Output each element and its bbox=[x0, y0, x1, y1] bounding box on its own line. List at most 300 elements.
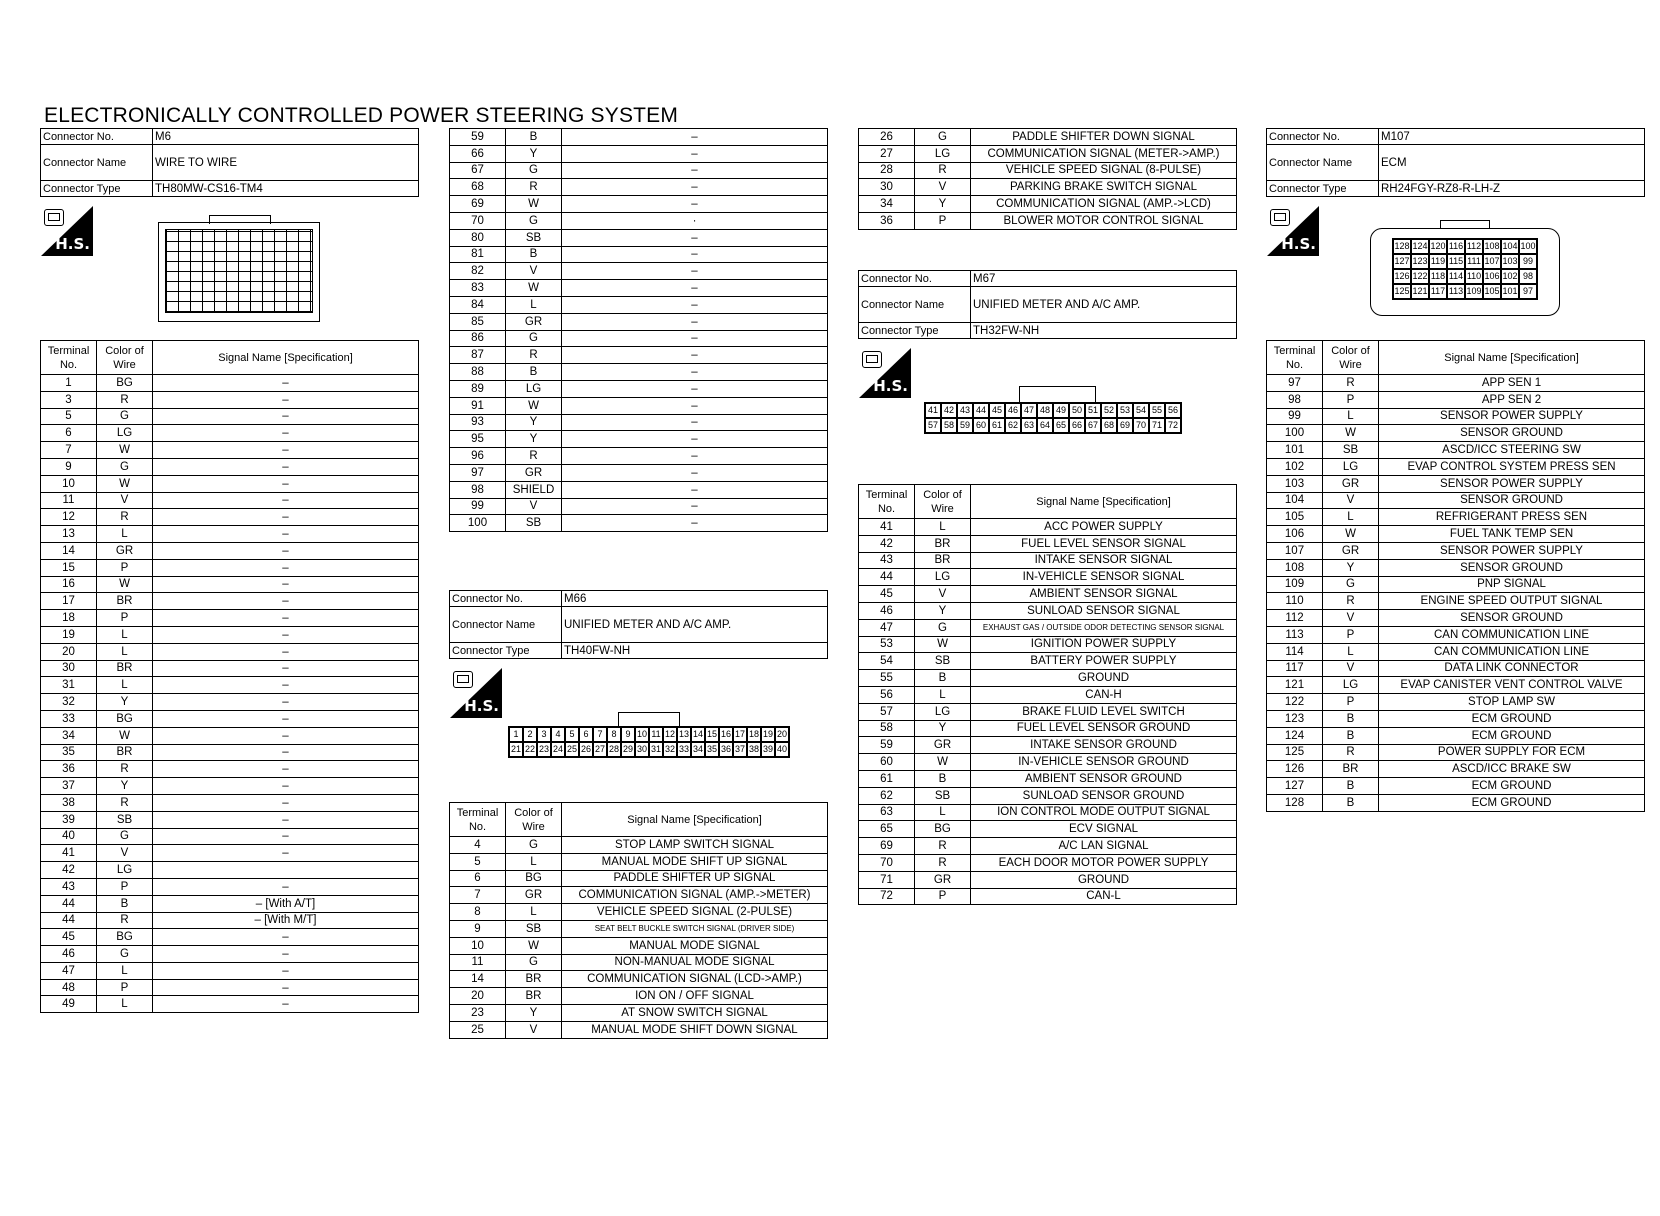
connector-pin: 69 bbox=[1117, 418, 1133, 433]
signal-name: – bbox=[153, 643, 419, 660]
wire-color: SB bbox=[506, 229, 562, 246]
terminal-row bbox=[41, 996, 419, 1013]
signal-name: – bbox=[153, 962, 419, 979]
wire-color: BR bbox=[97, 744, 153, 761]
wire-color: R bbox=[915, 162, 971, 179]
connector-pin: 98 bbox=[1519, 269, 1537, 284]
wire-color: BG bbox=[97, 710, 153, 727]
connector-no-value: M67 bbox=[971, 271, 1237, 287]
terminal-row bbox=[450, 296, 828, 313]
connector-type-value: TH40FW-NH bbox=[562, 643, 828, 659]
signal-name: INTAKE SENSOR SIGNAL bbox=[971, 552, 1237, 569]
terminal-no: 86 bbox=[450, 330, 506, 347]
terminal-no: 71 bbox=[859, 871, 915, 888]
connector-pin: 35 bbox=[705, 742, 719, 757]
terminal-row bbox=[41, 660, 419, 677]
signal-name: EVAP CANISTER VENT CONTROL VALVE bbox=[1379, 677, 1645, 694]
connector-name-label: Connector Name bbox=[1267, 145, 1379, 181]
terminal-row bbox=[859, 569, 1237, 586]
wire-color: BR bbox=[506, 988, 562, 1005]
terminal-no: 8 bbox=[450, 904, 506, 921]
terminal-row bbox=[450, 212, 828, 229]
wire-color: B bbox=[1323, 794, 1379, 811]
connector-type-value: TH32FW-NH bbox=[971, 323, 1237, 339]
connector-type-value: RH24FGY-RZ8-R-LH-Z bbox=[1379, 181, 1645, 197]
terminal-row bbox=[859, 770, 1237, 787]
terminal-no: 20 bbox=[450, 988, 506, 1005]
connector-pin: 128 bbox=[1393, 239, 1411, 254]
m107-terminal-table bbox=[1266, 340, 1645, 812]
connector-pin: 39 bbox=[761, 742, 775, 757]
terminal-row bbox=[859, 737, 1237, 754]
m6-continued-section bbox=[449, 128, 828, 532]
connector-pin: 51 bbox=[1085, 403, 1101, 418]
terminal-row bbox=[41, 391, 419, 408]
connector-name-value: WIRE TO WIRE bbox=[153, 145, 419, 181]
terminal-row bbox=[450, 837, 828, 854]
terminal-no: 108 bbox=[1267, 559, 1323, 576]
wire-color: P bbox=[915, 888, 971, 905]
wire-color: W bbox=[915, 754, 971, 771]
terminal-row bbox=[450, 887, 828, 904]
terminal-row bbox=[450, 347, 828, 364]
terminal-no: 43 bbox=[859, 552, 915, 569]
signal-name: – bbox=[562, 162, 828, 179]
m6-continued-table bbox=[449, 128, 828, 532]
connector-no-label: Connector No. bbox=[1267, 129, 1379, 145]
wire-color: W bbox=[1323, 425, 1379, 442]
terminal-row bbox=[859, 162, 1237, 179]
wire-color: G bbox=[1323, 576, 1379, 593]
signal-name: SUNLOAD SENSOR GROUND bbox=[971, 787, 1237, 804]
terminal-row bbox=[859, 196, 1237, 213]
connector-pin: 120 bbox=[1429, 239, 1447, 254]
terminal-row bbox=[450, 515, 828, 532]
terminal-no: 65 bbox=[859, 821, 915, 838]
terminal-no: 36 bbox=[41, 761, 97, 778]
wire-color: R bbox=[1323, 593, 1379, 610]
terminal-row bbox=[450, 313, 828, 330]
terminal-no: 23 bbox=[450, 1004, 506, 1021]
wire-color: W bbox=[506, 280, 562, 297]
wire-color: GR bbox=[915, 737, 971, 754]
signal-name: REFRIGERANT PRESS SEN bbox=[1379, 509, 1645, 526]
wire-color: G bbox=[915, 129, 971, 146]
connector-pin: 117 bbox=[1429, 284, 1447, 299]
wire-color: P bbox=[915, 212, 971, 229]
signal-name: – bbox=[562, 296, 828, 313]
connector-pin: 115 bbox=[1447, 254, 1465, 269]
signal-name: – bbox=[153, 694, 419, 711]
terminal-no: 99 bbox=[1267, 408, 1323, 425]
signal-name: – bbox=[153, 929, 419, 946]
terminal-row bbox=[41, 375, 419, 392]
terminal-no: 47 bbox=[41, 962, 97, 979]
wire-color: LG bbox=[1323, 677, 1379, 694]
wire-color: BR bbox=[506, 971, 562, 988]
terminal-no: 45 bbox=[859, 586, 915, 603]
terminal-row bbox=[1267, 475, 1645, 492]
signal-name: CAN-H bbox=[971, 686, 1237, 703]
m66-terminal-table bbox=[449, 802, 828, 1039]
wire-color: L bbox=[1323, 408, 1379, 425]
terminal-no: 110 bbox=[1267, 593, 1323, 610]
signal-name: COMMUNICATION SIGNAL (AMP.->METER) bbox=[562, 887, 828, 904]
connector-pin: 31 bbox=[649, 742, 663, 757]
terminal-no: 98 bbox=[450, 481, 506, 498]
terminal-no: 109 bbox=[1267, 576, 1323, 593]
terminal-no: 100 bbox=[1267, 425, 1323, 442]
terminal-no: 101 bbox=[1267, 442, 1323, 459]
signal-name: ENGINE SPEED OUTPUT SIGNAL bbox=[1379, 593, 1645, 610]
signal-name: STOP LAMP SWITCH SIGNAL bbox=[562, 837, 828, 854]
wire-color: LG bbox=[97, 862, 153, 879]
connector-pin: 53 bbox=[1117, 403, 1133, 418]
signal-name: SENSOR POWER SUPPLY bbox=[1379, 542, 1645, 559]
wire-color: LG bbox=[915, 569, 971, 586]
connector-pin: 119 bbox=[1429, 254, 1447, 269]
signal-name: – bbox=[153, 492, 419, 509]
wire-color: R bbox=[97, 794, 153, 811]
connector-pin: 127 bbox=[1393, 254, 1411, 269]
connector-pin: 71 bbox=[1149, 418, 1165, 433]
signal-name: CAN-L bbox=[971, 888, 1237, 905]
connector-name-label: Connector Name bbox=[859, 287, 971, 323]
terminal-row bbox=[450, 196, 828, 213]
terminal-row bbox=[1267, 391, 1645, 408]
m67-terminal-table bbox=[858, 484, 1237, 905]
connector-no-label: Connector No. bbox=[450, 591, 562, 607]
wire-color: R bbox=[915, 838, 971, 855]
signal-name: · bbox=[562, 212, 828, 229]
terminal-no: 127 bbox=[1267, 778, 1323, 795]
terminal-row bbox=[1267, 660, 1645, 677]
wire-color: V bbox=[1323, 492, 1379, 509]
connector-pin: 43 bbox=[957, 403, 973, 418]
signal-name: – bbox=[562, 498, 828, 515]
terminal-row bbox=[450, 853, 828, 870]
terminal-row bbox=[859, 838, 1237, 855]
connector-pin: 109 bbox=[1465, 284, 1483, 299]
signal-name: BRAKE FLUID LEVEL SWITCH bbox=[971, 703, 1237, 720]
wire-color: P bbox=[97, 979, 153, 996]
connector-pin: 15 bbox=[705, 727, 719, 742]
connector-pin: 103 bbox=[1501, 254, 1519, 269]
connector-pin: 99 bbox=[1519, 254, 1537, 269]
m6-terminal-table bbox=[40, 340, 419, 1013]
terminal-row bbox=[450, 870, 828, 887]
terminal-no: 106 bbox=[1267, 526, 1323, 543]
terminal-no: 117 bbox=[1267, 660, 1323, 677]
connector-pin: 67 bbox=[1085, 418, 1101, 433]
connector-pin: 3 bbox=[537, 727, 551, 742]
signal-name: – bbox=[153, 542, 419, 559]
terminal-no: 40 bbox=[41, 828, 97, 845]
terminal-row bbox=[1267, 492, 1645, 509]
m107-connector-diagram bbox=[1370, 220, 1560, 316]
terminal-row bbox=[1267, 778, 1645, 795]
wire-color: L bbox=[915, 519, 971, 536]
terminal-row bbox=[450, 498, 828, 515]
wire-color: B bbox=[1323, 727, 1379, 744]
terminal-no: 41 bbox=[859, 519, 915, 536]
wire-color: L bbox=[1323, 509, 1379, 526]
terminal-row bbox=[41, 610, 419, 627]
connector-pin: 34 bbox=[691, 742, 705, 757]
wire-color: V bbox=[915, 179, 971, 196]
terminal-row bbox=[1267, 526, 1645, 543]
signal-name: – [With A/T] bbox=[153, 895, 419, 912]
terminal-row bbox=[450, 904, 828, 921]
wire-color: G bbox=[506, 954, 562, 971]
terminal-no: 70 bbox=[450, 212, 506, 229]
signal-name: NON-MANUAL MODE SIGNAL bbox=[562, 954, 828, 971]
wire-color: R bbox=[97, 509, 153, 526]
terminal-no: 42 bbox=[41, 862, 97, 879]
wire-color: V bbox=[506, 263, 562, 280]
terminal-no: 58 bbox=[859, 720, 915, 737]
connector-pin: 54 bbox=[1133, 403, 1149, 418]
terminal-row bbox=[1267, 643, 1645, 660]
terminal-no: 11 bbox=[41, 492, 97, 509]
signal-name: – bbox=[562, 179, 828, 196]
terminal-row bbox=[1267, 408, 1645, 425]
wire-color: G bbox=[915, 619, 971, 636]
signal-name: INTAKE SENSOR GROUND bbox=[971, 737, 1237, 754]
connector-type-label: Connector Type bbox=[450, 643, 562, 659]
signal-name: APP SEN 2 bbox=[1379, 391, 1645, 408]
terminal-row bbox=[41, 878, 419, 895]
wire-color: BG bbox=[915, 821, 971, 838]
connector-pin: 6 bbox=[579, 727, 593, 742]
terminal-no: 48 bbox=[41, 979, 97, 996]
signal-name: – bbox=[153, 475, 419, 492]
connector-pin: 49 bbox=[1053, 403, 1069, 418]
terminal-no: 9 bbox=[41, 458, 97, 475]
connector-type-label: Connector Type bbox=[41, 181, 153, 197]
terminal-no: 113 bbox=[1267, 626, 1323, 643]
terminal-row bbox=[450, 481, 828, 498]
connector-name-value: UNIFIED METER AND A/C AMP. bbox=[971, 287, 1237, 323]
terminal-row bbox=[41, 761, 419, 778]
wire-color: Y bbox=[915, 196, 971, 213]
wire-color: L bbox=[97, 677, 153, 694]
signal-name: SENSOR POWER SUPPLY bbox=[1379, 475, 1645, 492]
terminal-no: 44 bbox=[41, 912, 97, 929]
terminal-row bbox=[450, 971, 828, 988]
wire-color: B bbox=[97, 895, 153, 912]
signal-name: ECV SIGNAL bbox=[971, 821, 1237, 838]
wire-color: R bbox=[1323, 375, 1379, 392]
signal-name: – bbox=[153, 442, 419, 459]
connector-pin: 21 bbox=[509, 742, 523, 757]
terminal-row bbox=[41, 979, 419, 996]
signal-name: ECM GROUND bbox=[1379, 710, 1645, 727]
signal-name-header: Signal Name [Specification] bbox=[971, 485, 1237, 519]
terminal-no: 105 bbox=[1267, 509, 1323, 526]
terminal-no: 99 bbox=[450, 498, 506, 515]
signal-name: – bbox=[153, 811, 419, 828]
terminal-row bbox=[450, 954, 828, 971]
wire-color: R bbox=[915, 854, 971, 871]
terminal-no: 47 bbox=[859, 619, 915, 636]
signal-name: – bbox=[562, 129, 828, 146]
signal-name: A/C LAN SIGNAL bbox=[971, 838, 1237, 855]
wire-color: G bbox=[506, 162, 562, 179]
terminal-row bbox=[450, 414, 828, 431]
terminal-row bbox=[450, 937, 828, 954]
terminal-no: 97 bbox=[450, 464, 506, 481]
terminal-row bbox=[1267, 542, 1645, 559]
m67-section bbox=[858, 270, 1237, 339]
wire-color: L bbox=[915, 686, 971, 703]
wire-color: LG bbox=[915, 145, 971, 162]
terminal-no: 91 bbox=[450, 397, 506, 414]
harness-side-icon: H.S. bbox=[859, 348, 911, 398]
signal-name: – bbox=[153, 979, 419, 996]
terminal-row bbox=[41, 895, 419, 912]
connector-pin: 11 bbox=[649, 727, 663, 742]
harness-side-icon: H.S. bbox=[41, 206, 93, 256]
wire-color: W bbox=[915, 636, 971, 653]
wire-color: B bbox=[506, 129, 562, 146]
terminal-no: 121 bbox=[1267, 677, 1323, 694]
signal-name: CAN COMMUNICATION LINE bbox=[1379, 643, 1645, 660]
color-of-wire-header: Color of Wire bbox=[506, 803, 562, 837]
terminal-row bbox=[859, 754, 1237, 771]
signal-name: – bbox=[153, 828, 419, 845]
connector-pin: 17 bbox=[733, 727, 747, 742]
signal-name: COMMUNICATION SIGNAL (LCD->AMP.) bbox=[562, 971, 828, 988]
signal-name: ION CONTROL MODE OUTPUT SIGNAL bbox=[971, 804, 1237, 821]
connector-pin: 24 bbox=[551, 742, 565, 757]
connector-pin: 5 bbox=[565, 727, 579, 742]
terminal-row bbox=[450, 145, 828, 162]
connector-pin: 41 bbox=[925, 403, 941, 418]
connector-pin: 42 bbox=[941, 403, 957, 418]
connector-pin: 59 bbox=[957, 418, 973, 433]
wire-color: G bbox=[97, 458, 153, 475]
signal-name: IGNITION POWER SUPPLY bbox=[971, 636, 1237, 653]
color-of-wire-header: Color of Wire bbox=[1323, 341, 1379, 375]
terminal-row bbox=[859, 703, 1237, 720]
connector-pin: 97 bbox=[1519, 284, 1537, 299]
wire-color: R bbox=[97, 761, 153, 778]
m6-header-table bbox=[40, 128, 419, 197]
terminal-no-header: Terminal No. bbox=[859, 485, 915, 519]
terminal-no: 55 bbox=[859, 670, 915, 687]
terminal-row bbox=[859, 871, 1237, 888]
terminal-row bbox=[41, 442, 419, 459]
terminal-no: 100 bbox=[450, 515, 506, 532]
terminal-no: 35 bbox=[41, 744, 97, 761]
wire-color: BR bbox=[97, 593, 153, 610]
connector-pin: 72 bbox=[1165, 418, 1181, 433]
wire-color: SHIELD bbox=[506, 481, 562, 498]
connector-pin: 61 bbox=[989, 418, 1005, 433]
terminal-no: 10 bbox=[41, 475, 97, 492]
terminal-row bbox=[859, 586, 1237, 603]
connector-pin: 45 bbox=[989, 403, 1005, 418]
terminal-no: 114 bbox=[1267, 643, 1323, 660]
wire-color: L bbox=[97, 996, 153, 1013]
m107-section bbox=[1266, 128, 1645, 197]
connector-pin: 124 bbox=[1411, 239, 1429, 254]
signal-name: – bbox=[562, 448, 828, 465]
terminal-row bbox=[1267, 710, 1645, 727]
signal-name: – bbox=[562, 464, 828, 481]
signal-name: PARKING BRAKE SWITCH SIGNAL bbox=[971, 179, 1237, 196]
connector-pin: 110 bbox=[1465, 269, 1483, 284]
signal-name: – bbox=[153, 408, 419, 425]
terminal-row bbox=[41, 929, 419, 946]
wire-color: L bbox=[506, 296, 562, 313]
terminal-row bbox=[1267, 458, 1645, 475]
terminal-row bbox=[41, 912, 419, 929]
connector-pin: 68 bbox=[1101, 418, 1117, 433]
wire-color: B bbox=[1323, 778, 1379, 795]
signal-name: IN-VEHICLE SENSOR SIGNAL bbox=[971, 569, 1237, 586]
signal-name: SENSOR GROUND bbox=[1379, 425, 1645, 442]
terminal-row bbox=[41, 677, 419, 694]
terminal-row bbox=[41, 694, 419, 711]
terminal-row bbox=[859, 519, 1237, 536]
terminal-row bbox=[859, 670, 1237, 687]
terminal-row bbox=[41, 710, 419, 727]
terminal-no: 63 bbox=[859, 804, 915, 821]
signal-name: – bbox=[153, 626, 419, 643]
terminal-row bbox=[859, 179, 1237, 196]
connector-pin: 1 bbox=[509, 727, 523, 742]
connector-pin: 58 bbox=[941, 418, 957, 433]
wire-color: GR bbox=[506, 464, 562, 481]
m107-header-table bbox=[1266, 128, 1645, 197]
signal-name: ACC POWER SUPPLY bbox=[971, 519, 1237, 536]
connector-pin: 116 bbox=[1447, 239, 1465, 254]
terminal-row bbox=[859, 602, 1237, 619]
signal-name: PADDLE SHIFTER UP SIGNAL bbox=[562, 870, 828, 887]
signal-name: – bbox=[153, 761, 419, 778]
terminal-row bbox=[41, 576, 419, 593]
signal-name: STOP LAMP SW bbox=[1379, 694, 1645, 711]
connector-pin: 32 bbox=[663, 742, 677, 757]
terminal-row bbox=[859, 653, 1237, 670]
terminal-row bbox=[41, 946, 419, 963]
wire-color: V bbox=[97, 845, 153, 862]
terminal-no: 107 bbox=[1267, 542, 1323, 559]
connector-name-label: Connector Name bbox=[450, 607, 562, 643]
terminal-row bbox=[1267, 509, 1645, 526]
wire-color: G bbox=[506, 330, 562, 347]
signal-name: BLOWER MOTOR CONTROL SIGNAL bbox=[971, 212, 1237, 229]
wire-color: P bbox=[1323, 694, 1379, 711]
wire-color: GR bbox=[1323, 542, 1379, 559]
signal-name: ECM GROUND bbox=[1379, 794, 1645, 811]
terminal-no: 61 bbox=[859, 770, 915, 787]
terminal-no: 123 bbox=[1267, 710, 1323, 727]
signal-name: – bbox=[153, 509, 419, 526]
wire-color: B bbox=[506, 246, 562, 263]
wire-color: B bbox=[915, 770, 971, 787]
wire-color: BG bbox=[97, 929, 153, 946]
signal-name: EACH DOOR MOTOR POWER SUPPLY bbox=[971, 854, 1237, 871]
wire-color: W bbox=[506, 397, 562, 414]
wire-color: GR bbox=[97, 542, 153, 559]
connector-pin: 38 bbox=[747, 742, 761, 757]
wire-color: W bbox=[97, 727, 153, 744]
wire-color: Y bbox=[97, 778, 153, 795]
terminal-no: 39 bbox=[41, 811, 97, 828]
